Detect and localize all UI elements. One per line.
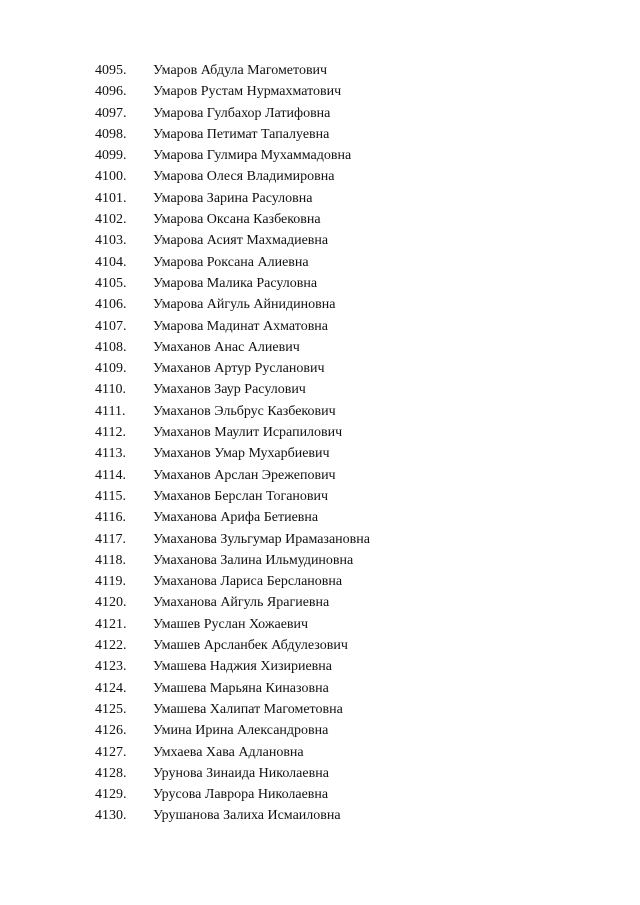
entry-number: 4127. <box>95 744 127 760</box>
list-item <box>95 443 615 464</box>
list-item <box>95 720 615 741</box>
list-item <box>95 316 615 337</box>
entry-number: 4115. <box>95 488 126 504</box>
entry-number: 4114. <box>95 467 126 483</box>
entry-name: Умарова Зарина Расуловна <box>153 190 313 206</box>
entry-number: 4130. <box>95 808 127 824</box>
entry-name: Умаханова Залина Ильмудиновна <box>153 552 354 568</box>
entry-number: 4122. <box>95 638 127 654</box>
entry-number: 4111. <box>95 403 126 419</box>
entry-number: 4098. <box>95 126 127 142</box>
list-item <box>95 60 615 81</box>
entry-name: Умаханова Арифа Бетиевна <box>153 510 319 526</box>
entry-number: 4125. <box>95 701 127 717</box>
entry-name: Умарова Оксана Казбековна <box>153 212 321 228</box>
entry-name: Умашев Руслан Хожаевич <box>153 616 309 632</box>
list-item <box>95 230 615 251</box>
entry-name: Умарова Айгуль Айнидиновна <box>153 297 336 313</box>
list-item <box>95 166 615 187</box>
entry-name: Умаханова Зульгумар Ирамазановна <box>153 531 370 547</box>
entry-number: 4103. <box>95 233 127 249</box>
entry-name: Умарова Петимат Тапалуевна <box>153 126 330 142</box>
entry-name: Умарова Малика Расуловна <box>153 275 318 291</box>
entry-number: 4129. <box>95 787 127 803</box>
entry-name: Умаханов Берслан Тоганович <box>153 488 329 504</box>
entry-number: 4126. <box>95 723 127 739</box>
entry-number: 4104. <box>95 254 127 270</box>
entry-name: Умарова Гулмира Мухаммадовна <box>153 148 352 164</box>
entry-number: 4096. <box>95 84 127 100</box>
entry-number: 4119. <box>95 574 126 590</box>
entry-name: Умаханов Заур Расулович <box>153 382 306 398</box>
entry-name: Умарова Асият Махмадиевна <box>153 233 329 249</box>
entry-number: 4101. <box>95 190 127 206</box>
list-item <box>95 784 615 805</box>
entry-name: Умашев Арсланбек Абдулезович <box>153 638 348 654</box>
list-item <box>95 699 615 720</box>
list-item <box>95 486 615 507</box>
entry-name: Умаханов Анас Алиевич <box>153 339 300 355</box>
entry-number: 4102. <box>95 212 127 228</box>
list-item <box>95 422 615 443</box>
list-item <box>95 294 615 315</box>
list-item <box>95 465 615 486</box>
entry-number: 4117. <box>95 531 126 547</box>
list-item <box>95 81 615 102</box>
entry-number: 4120. <box>95 595 127 611</box>
entry-number: 4118. <box>95 552 126 568</box>
list-item <box>95 337 615 358</box>
list-item <box>95 529 615 550</box>
entry-name: Умаров Рустам Нурмахматович <box>153 84 342 100</box>
entry-name: Урушанова Залиха Исмаиловна <box>153 808 341 824</box>
entry-number: 4128. <box>95 765 127 781</box>
entry-name: Умхаева Хава Адлановна <box>153 744 304 760</box>
name-list <box>95 60 615 827</box>
entry-number: 4105. <box>95 275 127 291</box>
entry-name: Урунова Зинаида Николаевна <box>153 765 329 781</box>
entry-name: Умаханов Артур Русланович <box>153 361 325 377</box>
entry-number: 4100. <box>95 169 127 185</box>
entry-number: 4108. <box>95 339 127 355</box>
entry-name: Умаханов Эльбрус Казбекович <box>153 403 336 419</box>
list-item <box>95 252 615 273</box>
list-item <box>95 209 615 230</box>
entry-number: 4116. <box>95 510 126 526</box>
entry-name: Умашева Марьяна Киназовна <box>153 680 329 696</box>
entry-number: 4109. <box>95 361 127 377</box>
list-item <box>95 635 615 656</box>
entry-name: Умашева Наджия Хизириевна <box>153 659 332 675</box>
list-item <box>95 124 615 145</box>
list-item <box>95 742 615 763</box>
entry-name: Умарова Олеся Владимировна <box>153 169 335 185</box>
entry-number: 4113. <box>95 446 126 462</box>
entry-name: Умаханова Айгуль Ярагиевна <box>153 595 330 611</box>
entry-number: 4106. <box>95 297 127 313</box>
entry-name: Умарова Гулбахор Латифовна <box>153 105 331 121</box>
entry-number: 4097. <box>95 105 127 121</box>
entry-number: 4121. <box>95 616 127 632</box>
entry-name: Умаханов Маулит Исрапилович <box>153 425 343 441</box>
entry-number: 4124. <box>95 680 127 696</box>
list-item <box>95 379 615 400</box>
entry-name: Умаханова Лариса Берслановна <box>153 574 343 590</box>
list-item <box>95 188 615 209</box>
list-item <box>95 550 615 571</box>
entry-number: 4107. <box>95 318 127 334</box>
entry-number: 4123. <box>95 659 127 675</box>
entry-number: 4110. <box>95 382 126 398</box>
entry-name: Урусова Лаврора Николаевна <box>153 787 329 803</box>
entry-name: Умина Ирина Александровна <box>153 723 329 739</box>
list-item <box>95 763 615 784</box>
list-item <box>95 507 615 528</box>
list-item <box>95 678 615 699</box>
entry-number: 4095. <box>95 63 127 78</box>
list-item <box>95 571 615 592</box>
list-item <box>95 656 615 677</box>
entry-name: Умарова Мадинат Ахматовна <box>153 318 329 334</box>
list-item <box>95 614 615 635</box>
list-item <box>95 103 615 124</box>
entry-name: Умашева Халипат Магометовна <box>153 701 343 717</box>
entry-name: Умарова Роксана Алиевна <box>153 254 309 270</box>
entry-number: 4112. <box>95 425 126 441</box>
list-item <box>95 592 615 613</box>
entry-number: 4099. <box>95 148 127 164</box>
list-item <box>95 145 615 166</box>
list-item <box>95 805 615 826</box>
entry-name: Умаров Абдула Магометович <box>153 63 328 78</box>
entry-name: Умаханов Умар Мухарбиевич <box>153 446 330 462</box>
entry-name: Умаханов Арслан Эрежепович <box>153 467 336 483</box>
list-item <box>95 358 615 379</box>
list-item <box>95 273 615 294</box>
list-item <box>95 401 615 422</box>
